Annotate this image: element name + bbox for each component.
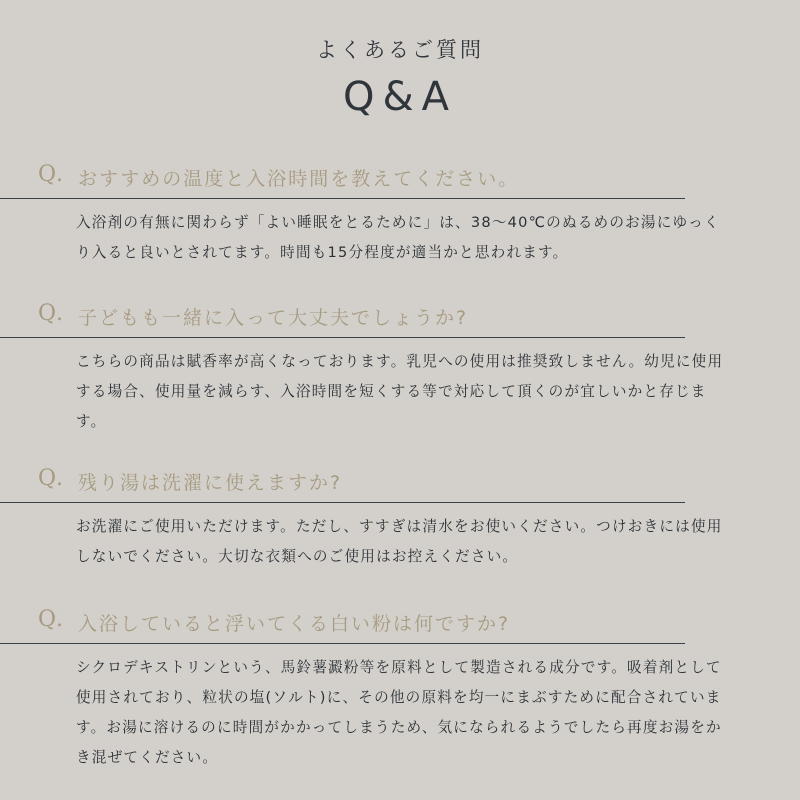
question-row <box>0 297 800 337</box>
question-row <box>0 603 800 643</box>
question-marker: Q. <box>38 162 64 187</box>
question-marker: Q. <box>38 301 64 326</box>
question-divider <box>0 502 685 503</box>
qa-item <box>0 158 800 261</box>
page-title: Q&A <box>342 74 458 120</box>
question-row <box>0 462 800 502</box>
question-text: 入浴していると浮いてくる白い粉は何ですか? <box>78 613 511 635</box>
question-text: 残り湯は洗濯に使えますか? <box>78 472 343 494</box>
question-divider <box>0 198 685 199</box>
qa-item <box>0 297 800 430</box>
question-divider <box>0 643 685 644</box>
page-header <box>0 36 800 120</box>
question-marker: Q. <box>38 466 64 491</box>
question-text: 子どもも一緒に入って大丈夫でしょうか? <box>78 307 469 329</box>
qa-item <box>0 462 800 565</box>
question-text: おすすめの温度と入浴時間を教えてください。 <box>78 168 520 190</box>
question-divider <box>0 337 685 338</box>
answer-text: お洗濯にご使用いただけます。ただし、すすぎは清水をお使いください。つけおきには使用しないでください。大切な衣類へのご使用はお控えください。 <box>76 518 723 565</box>
answer-text: シクロデキストリンという、馬鈴薯澱粉等を原料として製造される成分です。吸着剤として使用されており、粒状の塩(ソルト)に、その他の原料を均一にまぶすために配合されています。お湯に溶けるのに時間がかかってしまうため、気になられるようでしたら再度お湯をかき混ぜてください。 <box>76 659 722 766</box>
page-subtitle: よくあるご質問 <box>316 38 484 62</box>
question-marker: Q. <box>38 607 64 632</box>
answer-text: 入浴剤の有無に関わらず「よい睡眠をとるために」は、38〜40℃のぬるめのお湯にゆっくり入ると良いとされてます。時間も15分程度が適当かと思われます。 <box>76 214 720 261</box>
answer-text: こちらの商品は賦香率が高くなっております。乳児への使用は推奨致しません。幼児に使用する場合、使用量を減らす、入浴時間を短くする等で対応して頂くのが宜しいかと存じます。 <box>76 353 724 430</box>
qa-item <box>0 603 800 766</box>
question-row <box>0 158 800 198</box>
